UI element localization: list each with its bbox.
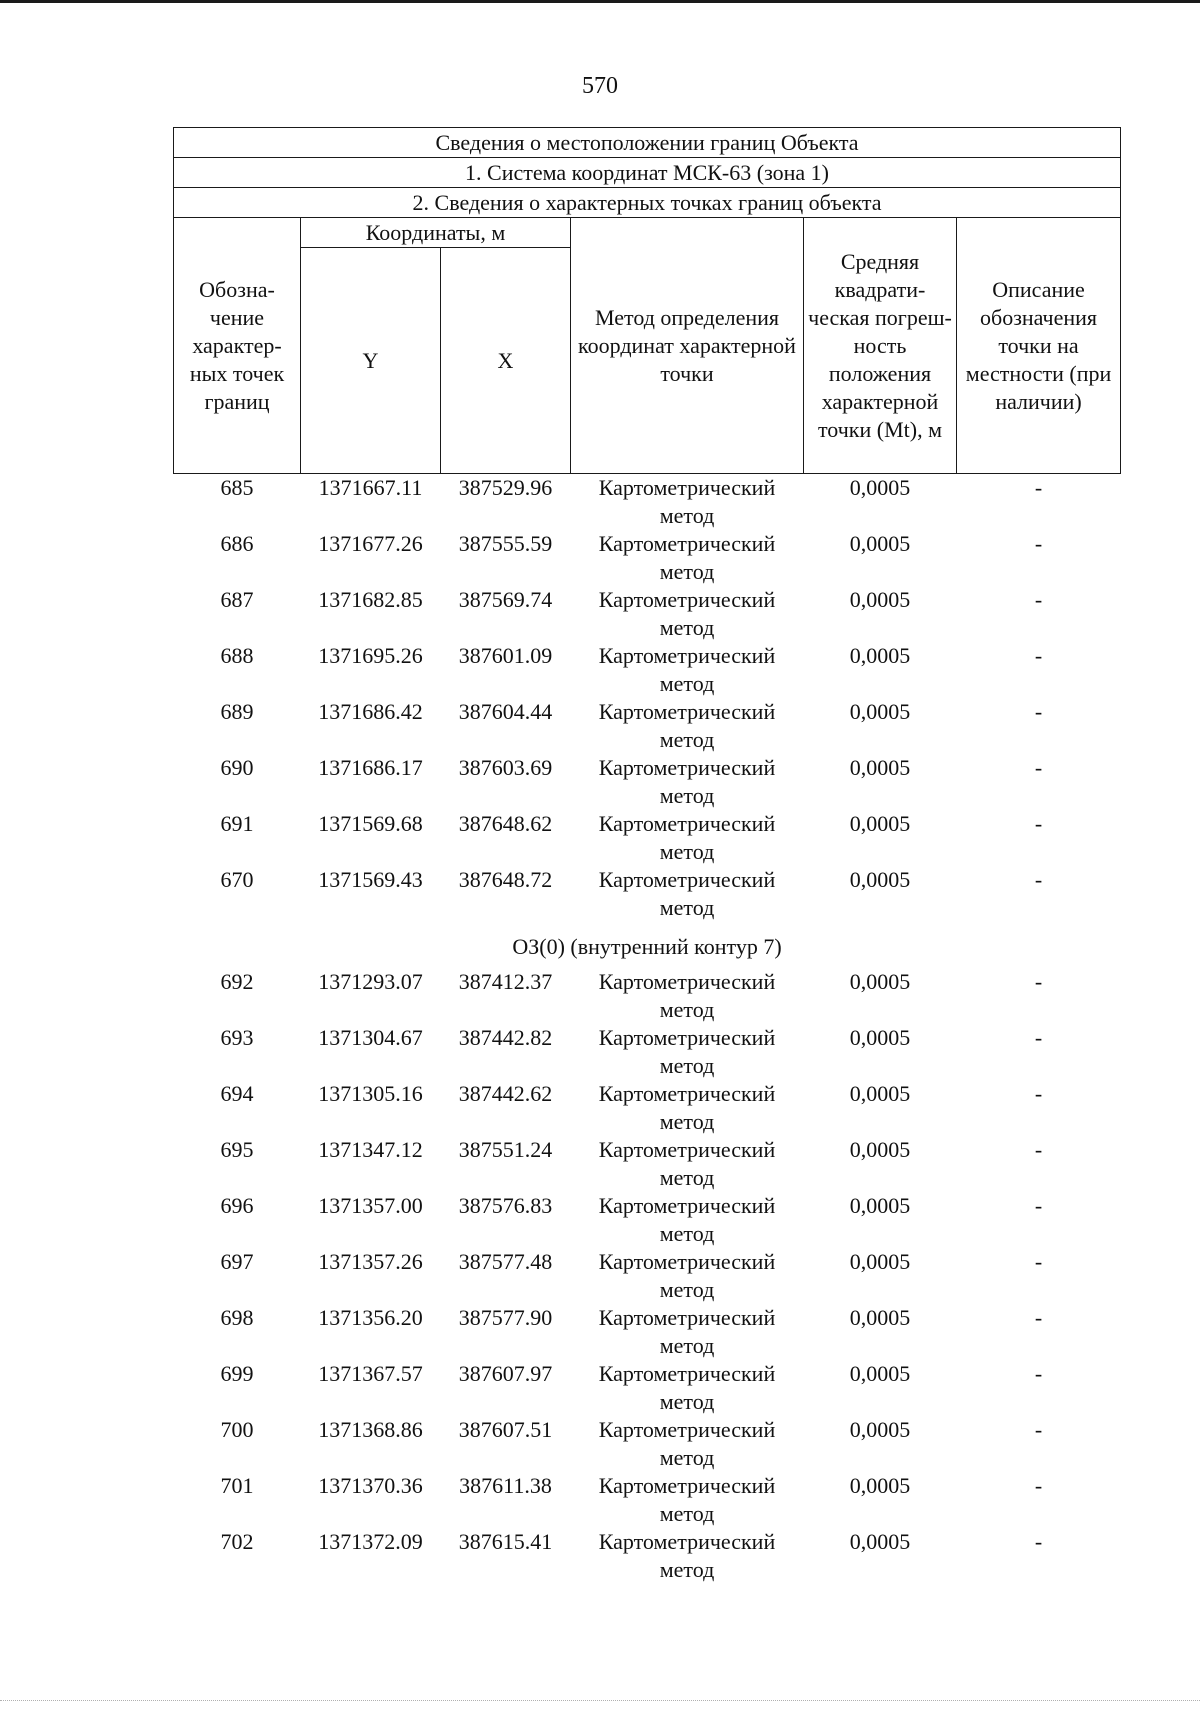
table-row bbox=[174, 530, 1121, 586]
coord-y-cell: 1371677.26 bbox=[318, 531, 423, 556]
description-cell: - bbox=[1034, 1249, 1043, 1274]
table-row bbox=[174, 1360, 1121, 1416]
method-cell: Картометрический метод bbox=[598, 1305, 776, 1358]
point-id-cell: 693 bbox=[220, 1025, 254, 1050]
point-id-cell: 690 bbox=[220, 755, 254, 780]
coord-x-cell: 387529.96 bbox=[458, 475, 553, 500]
point-id-cell: 694 bbox=[220, 1081, 254, 1106]
coordinates-table bbox=[173, 127, 1121, 1584]
error-cell: 0,0005 bbox=[849, 1361, 911, 1386]
point-id-cell: 695 bbox=[220, 1137, 254, 1162]
coord-y-cell: 1371682.85 bbox=[318, 587, 423, 612]
error-cell: 0,0005 bbox=[849, 1529, 911, 1554]
coord-x-cell: 387601.09 bbox=[458, 643, 553, 668]
coord-x-cell: 387648.62 bbox=[458, 811, 553, 836]
error-cell: 0,0005 bbox=[849, 475, 911, 500]
col-header-description: Описание обозначения точки на местности (при наличии) bbox=[957, 218, 1121, 474]
point-id-cell: 688 bbox=[220, 643, 254, 668]
point-id-cell: 699 bbox=[220, 1361, 254, 1386]
table-row bbox=[174, 1528, 1121, 1584]
error-cell: 0,0005 bbox=[849, 1249, 911, 1274]
method-cell: Картометрический метод bbox=[598, 1249, 776, 1302]
coordinates-table-container bbox=[173, 127, 1120, 1584]
coord-y-cell: 1371368.86 bbox=[318, 1417, 423, 1442]
description-cell: - bbox=[1034, 755, 1043, 780]
method-cell: Картометрический метод bbox=[598, 811, 776, 864]
point-id-cell: 701 bbox=[220, 1473, 254, 1498]
method-cell: Картометрический метод bbox=[598, 1473, 776, 1526]
col-header-designation: Обозна-чение характер-ных точек границ bbox=[174, 218, 301, 474]
table-row bbox=[174, 1472, 1121, 1528]
error-cell: 0,0005 bbox=[849, 755, 911, 780]
coord-y-cell: 1371686.17 bbox=[318, 755, 423, 780]
point-id-cell: 697 bbox=[220, 1249, 254, 1274]
table-row bbox=[174, 1304, 1121, 1360]
coord-x-cell: 387615.41 bbox=[458, 1529, 553, 1554]
section-heading: 2. Сведения о характерных точках границ объекта bbox=[174, 188, 1121, 218]
coord-y-cell: 1371372.09 bbox=[318, 1529, 423, 1554]
error-cell: 0,0005 bbox=[849, 1473, 911, 1498]
description-cell: - bbox=[1034, 1025, 1043, 1050]
coord-y-cell: 1371367.57 bbox=[318, 1361, 423, 1386]
table-row bbox=[174, 866, 1121, 922]
table-row bbox=[174, 1192, 1121, 1248]
coord-x-cell: 387577.90 bbox=[458, 1305, 553, 1330]
point-id-cell: 696 bbox=[220, 1193, 254, 1218]
method-cell: Картометрический метод bbox=[598, 755, 776, 808]
coord-x-cell: 387603.69 bbox=[458, 755, 553, 780]
point-id-cell: 685 bbox=[220, 475, 254, 500]
col-header-x: X bbox=[441, 248, 571, 474]
method-cell: Картометрический метод bbox=[598, 1529, 776, 1582]
description-cell: - bbox=[1034, 1529, 1043, 1554]
point-id-cell: 691 bbox=[220, 811, 254, 836]
col-header-coordinates: Координаты, м bbox=[301, 218, 571, 248]
coord-y-cell: 1371667.11 bbox=[318, 475, 423, 500]
coord-x-cell: 387607.97 bbox=[458, 1361, 553, 1386]
coord-y-cell: 1371686.42 bbox=[318, 699, 423, 724]
description-cell: - bbox=[1034, 531, 1043, 556]
coord-y-cell: 1371293.07 bbox=[318, 969, 423, 994]
table-row bbox=[174, 1024, 1121, 1080]
method-cell: Картометрический метод bbox=[598, 1361, 776, 1414]
coord-x-cell: 387611.38 bbox=[459, 1473, 552, 1498]
point-id-cell: 670 bbox=[220, 867, 254, 892]
error-cell: 0,0005 bbox=[849, 867, 911, 892]
table-row bbox=[174, 1136, 1121, 1192]
method-cell: Картометрический метод bbox=[598, 699, 776, 752]
method-cell: Картометрический метод bbox=[598, 643, 776, 696]
table-row bbox=[174, 474, 1121, 531]
coord-y-cell: 1371357.00 bbox=[318, 1193, 423, 1218]
method-cell: Картометрический метод bbox=[598, 1417, 776, 1470]
table-row bbox=[174, 754, 1121, 810]
table-body bbox=[174, 474, 1121, 1585]
description-cell: - bbox=[1034, 699, 1043, 724]
point-id-cell: 702 bbox=[220, 1529, 254, 1554]
method-cell: Картометрический метод bbox=[598, 475, 776, 528]
method-cell: Картометрический метод bbox=[598, 867, 776, 920]
error-cell: 0,0005 bbox=[849, 1193, 911, 1218]
method-cell: Картометрический метод bbox=[598, 531, 776, 584]
col-header-error: Средняя квадрати-ческая погреш-ность положения характерной точки (Mt), м bbox=[804, 218, 957, 474]
error-cell: 0,0005 bbox=[849, 811, 911, 836]
coord-y-cell: 1371569.68 bbox=[318, 811, 423, 836]
table-row bbox=[174, 810, 1121, 866]
description-cell: - bbox=[1034, 587, 1043, 612]
coord-x-cell: 387412.37 bbox=[458, 969, 553, 994]
point-id-cell: 698 bbox=[220, 1305, 254, 1330]
coord-x-cell: 387442.62 bbox=[458, 1081, 553, 1106]
coord-y-cell: 1371356.20 bbox=[318, 1305, 423, 1330]
coord-x-cell: 387648.72 bbox=[458, 867, 553, 892]
description-cell: - bbox=[1034, 969, 1043, 994]
description-cell: - bbox=[1034, 1417, 1043, 1442]
coord-x-cell: 387576.83 bbox=[458, 1193, 553, 1218]
error-cell: 0,0005 bbox=[849, 643, 911, 668]
col-header-y: Y bbox=[301, 248, 441, 474]
inner-contour-label: ОЗ(0) (внутренний контур 7) bbox=[512, 934, 782, 959]
description-cell: - bbox=[1034, 475, 1043, 500]
table-row bbox=[174, 586, 1121, 642]
coordinate-system-heading: 1. Система координат МСК-63 (зона 1) bbox=[174, 158, 1121, 188]
coord-y-cell: 1371695.26 bbox=[318, 643, 423, 668]
error-cell: 0,0005 bbox=[849, 1137, 911, 1162]
description-cell: - bbox=[1034, 1361, 1043, 1386]
description-cell: - bbox=[1034, 1081, 1043, 1106]
method-cell: Картометрический метод bbox=[598, 1081, 776, 1134]
coord-y-cell: 1371304.67 bbox=[318, 1025, 423, 1050]
point-id-cell: 689 bbox=[220, 699, 254, 724]
coord-x-cell: 387577.48 bbox=[458, 1249, 553, 1274]
coord-y-cell: 1371569.43 bbox=[318, 867, 423, 892]
method-cell: Картометрический метод bbox=[598, 969, 776, 1022]
error-cell: 0,0005 bbox=[849, 1081, 911, 1106]
top-border-rule bbox=[0, 0, 1200, 3]
coord-x-cell: 387607.51 bbox=[458, 1417, 553, 1442]
coord-x-cell: 387604.44 bbox=[458, 699, 553, 724]
coord-x-cell: 387442.82 bbox=[458, 1025, 553, 1050]
coord-x-cell: 387555.59 bbox=[458, 531, 553, 556]
coord-y-cell: 1371370.36 bbox=[318, 1473, 423, 1498]
error-cell: 0,0005 bbox=[849, 1417, 911, 1442]
description-cell: - bbox=[1034, 643, 1043, 668]
description-cell: - bbox=[1034, 1137, 1043, 1162]
point-id-cell: 687 bbox=[220, 587, 254, 612]
table-row bbox=[174, 968, 1121, 1024]
coord-x-cell: 387569.74 bbox=[458, 587, 553, 612]
error-cell: 0,0005 bbox=[849, 699, 911, 724]
method-cell: Картометрический метод bbox=[598, 1025, 776, 1078]
page-number: 570 bbox=[582, 73, 618, 99]
error-cell: 0,0005 bbox=[849, 587, 911, 612]
description-cell: - bbox=[1034, 811, 1043, 836]
table-row bbox=[174, 642, 1121, 698]
coord-y-cell: 1371357.26 bbox=[318, 1249, 423, 1274]
error-cell: 0,0005 bbox=[849, 1305, 911, 1330]
table-row bbox=[174, 1248, 1121, 1304]
point-id-cell: 700 bbox=[220, 1417, 254, 1442]
section-row bbox=[174, 922, 1121, 968]
description-cell: - bbox=[1034, 1305, 1043, 1330]
table-row bbox=[174, 1080, 1121, 1136]
point-id-cell: 692 bbox=[220, 969, 254, 994]
description-cell: - bbox=[1034, 867, 1043, 892]
method-cell: Картометрический метод bbox=[598, 1193, 776, 1246]
table-title: Сведения о местоположении границ Объекта bbox=[174, 128, 1121, 158]
coord-y-cell: 1371305.16 bbox=[318, 1081, 423, 1106]
method-cell: Картометрический метод bbox=[598, 587, 776, 640]
table-row bbox=[174, 1416, 1121, 1472]
point-id-cell: 686 bbox=[220, 531, 254, 556]
description-cell: - bbox=[1034, 1193, 1043, 1218]
table-row bbox=[174, 698, 1121, 754]
error-cell: 0,0005 bbox=[849, 1025, 911, 1050]
error-cell: 0,0005 bbox=[849, 531, 911, 556]
coord-y-cell: 1371347.12 bbox=[318, 1137, 423, 1162]
description-cell: - bbox=[1034, 1473, 1043, 1498]
method-cell: Картометрический метод bbox=[598, 1137, 776, 1190]
scan-edge bbox=[0, 1700, 1200, 1702]
error-cell: 0,0005 bbox=[849, 969, 911, 994]
coord-x-cell: 387551.24 bbox=[458, 1137, 553, 1162]
col-header-method: Метод определения координат характерной точки bbox=[571, 218, 804, 474]
